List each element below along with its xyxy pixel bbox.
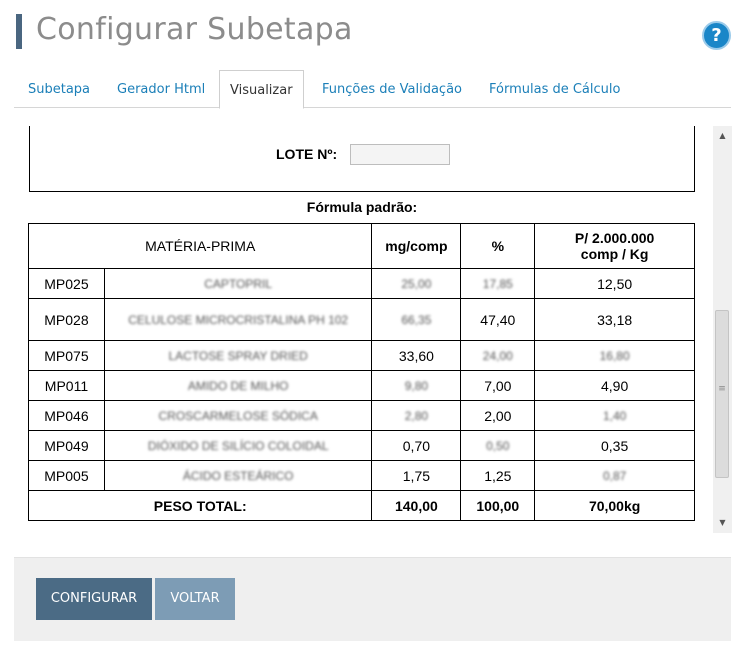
row-code: MP046 <box>29 401 105 431</box>
row-mg: 9,80 <box>372 371 461 401</box>
header-materia-prima: MATÉRIA-PRIMA <box>29 224 372 269</box>
voltar-button[interactable]: VOLTAR <box>155 578 235 620</box>
tab-formulas-calculo[interactable]: Fórmulas de Cálculo <box>489 82 621 97</box>
table-total-row <box>29 491 695 521</box>
tab-bar <box>14 70 731 108</box>
table-row <box>29 431 695 461</box>
row-mg: 25,00 <box>372 269 461 299</box>
row-code: MP028 <box>29 299 105 341</box>
row-kg: 4,90 <box>535 371 695 401</box>
row-name: DIÓXIDO DE SILÍCIO COLOIDAL <box>104 431 372 461</box>
row-pct: 17,85 <box>461 269 535 299</box>
total-pct: 100,00 <box>461 491 535 521</box>
table-row <box>29 461 695 491</box>
row-code: MP075 <box>29 341 105 371</box>
header-per-kg: P/ 2.000.000 comp / Kg <box>535 224 695 269</box>
row-mg: 1,75 <box>372 461 461 491</box>
row-name: CAPTOPRIL <box>104 269 372 299</box>
row-code: MP005 <box>29 461 105 491</box>
row-mg: 2,80 <box>372 401 461 431</box>
row-pct: 1,25 <box>461 461 535 491</box>
configurar-button[interactable]: CONFIGURAR <box>36 578 152 620</box>
tab-gerador-html[interactable]: Gerador Html <box>117 82 206 97</box>
table-row <box>29 371 695 401</box>
row-mg: 0,70 <box>372 431 461 461</box>
row-kg: 0,35 <box>535 431 695 461</box>
header-percent: % <box>461 224 535 269</box>
row-name: CROSCARMELOSE SÓDICA <box>104 401 372 431</box>
preview-scroll-area[interactable] <box>14 126 732 533</box>
scrollbar-grip-icon: ≡ <box>718 384 726 394</box>
row-pct: 2,00 <box>461 401 535 431</box>
materia-prima-table <box>28 223 695 521</box>
row-name: CELULOSE MICROCRISTALINA PH 102 <box>104 299 372 341</box>
row-kg: 33,18 <box>535 299 695 341</box>
row-mg: 66,35 <box>372 299 461 341</box>
vertical-scrollbar[interactable] <box>713 126 732 533</box>
row-mg: 33,60 <box>372 341 461 371</box>
page-title: Configurar Subetapa <box>36 12 353 47</box>
tab-funcoes-validacao[interactable]: Funções de Validação <box>322 82 462 97</box>
title-accent-bar <box>16 14 22 49</box>
lote-box <box>29 126 695 192</box>
table-header-row <box>29 224 695 269</box>
table-row <box>29 401 695 431</box>
total-kg: 70,00kg <box>535 491 695 521</box>
row-name: AMIDO DE MILHO <box>104 371 372 401</box>
row-pct: 47,40 <box>461 299 535 341</box>
row-code: MP025 <box>29 269 105 299</box>
help-icon[interactable]: ? <box>702 21 731 50</box>
row-kg: 12,50 <box>535 269 695 299</box>
row-kg: 1,40 <box>535 401 695 431</box>
row-pct: 0,50 <box>461 431 535 461</box>
row-code: MP011 <box>29 371 105 401</box>
scrollbar-thumb[interactable] <box>715 310 729 478</box>
total-mg: 140,00 <box>372 491 461 521</box>
row-name: LACTOSE SPRAY DRIED <box>104 341 372 371</box>
total-label: PESO TOTAL: <box>29 491 372 521</box>
row-kg: 16,80 <box>535 341 695 371</box>
tab-visualizar[interactable]: Visualizar <box>219 70 304 109</box>
row-pct: 7,00 <box>461 371 535 401</box>
lote-input[interactable] <box>350 144 450 165</box>
table-row <box>29 269 695 299</box>
row-name: ÁCIDO ESTEÁRICO <box>104 461 372 491</box>
footer-bar <box>14 557 731 641</box>
row-kg: 0,87 <box>535 461 695 491</box>
scroll-down-arrow-icon[interactable]: ▼ <box>719 518 726 527</box>
formula-title: Fórmula padrão: <box>306 199 418 215</box>
scroll-up-arrow-icon[interactable]: ▲ <box>719 131 726 140</box>
row-pct: 24,00 <box>461 341 535 371</box>
header-mg-comp: mg/comp <box>372 224 461 269</box>
tab-subetapa[interactable]: Subetapa <box>28 82 91 97</box>
row-code: MP049 <box>29 431 105 461</box>
table-row <box>29 341 695 371</box>
lote-label: LOTE Nº: <box>276 146 338 162</box>
table-row <box>29 299 695 341</box>
